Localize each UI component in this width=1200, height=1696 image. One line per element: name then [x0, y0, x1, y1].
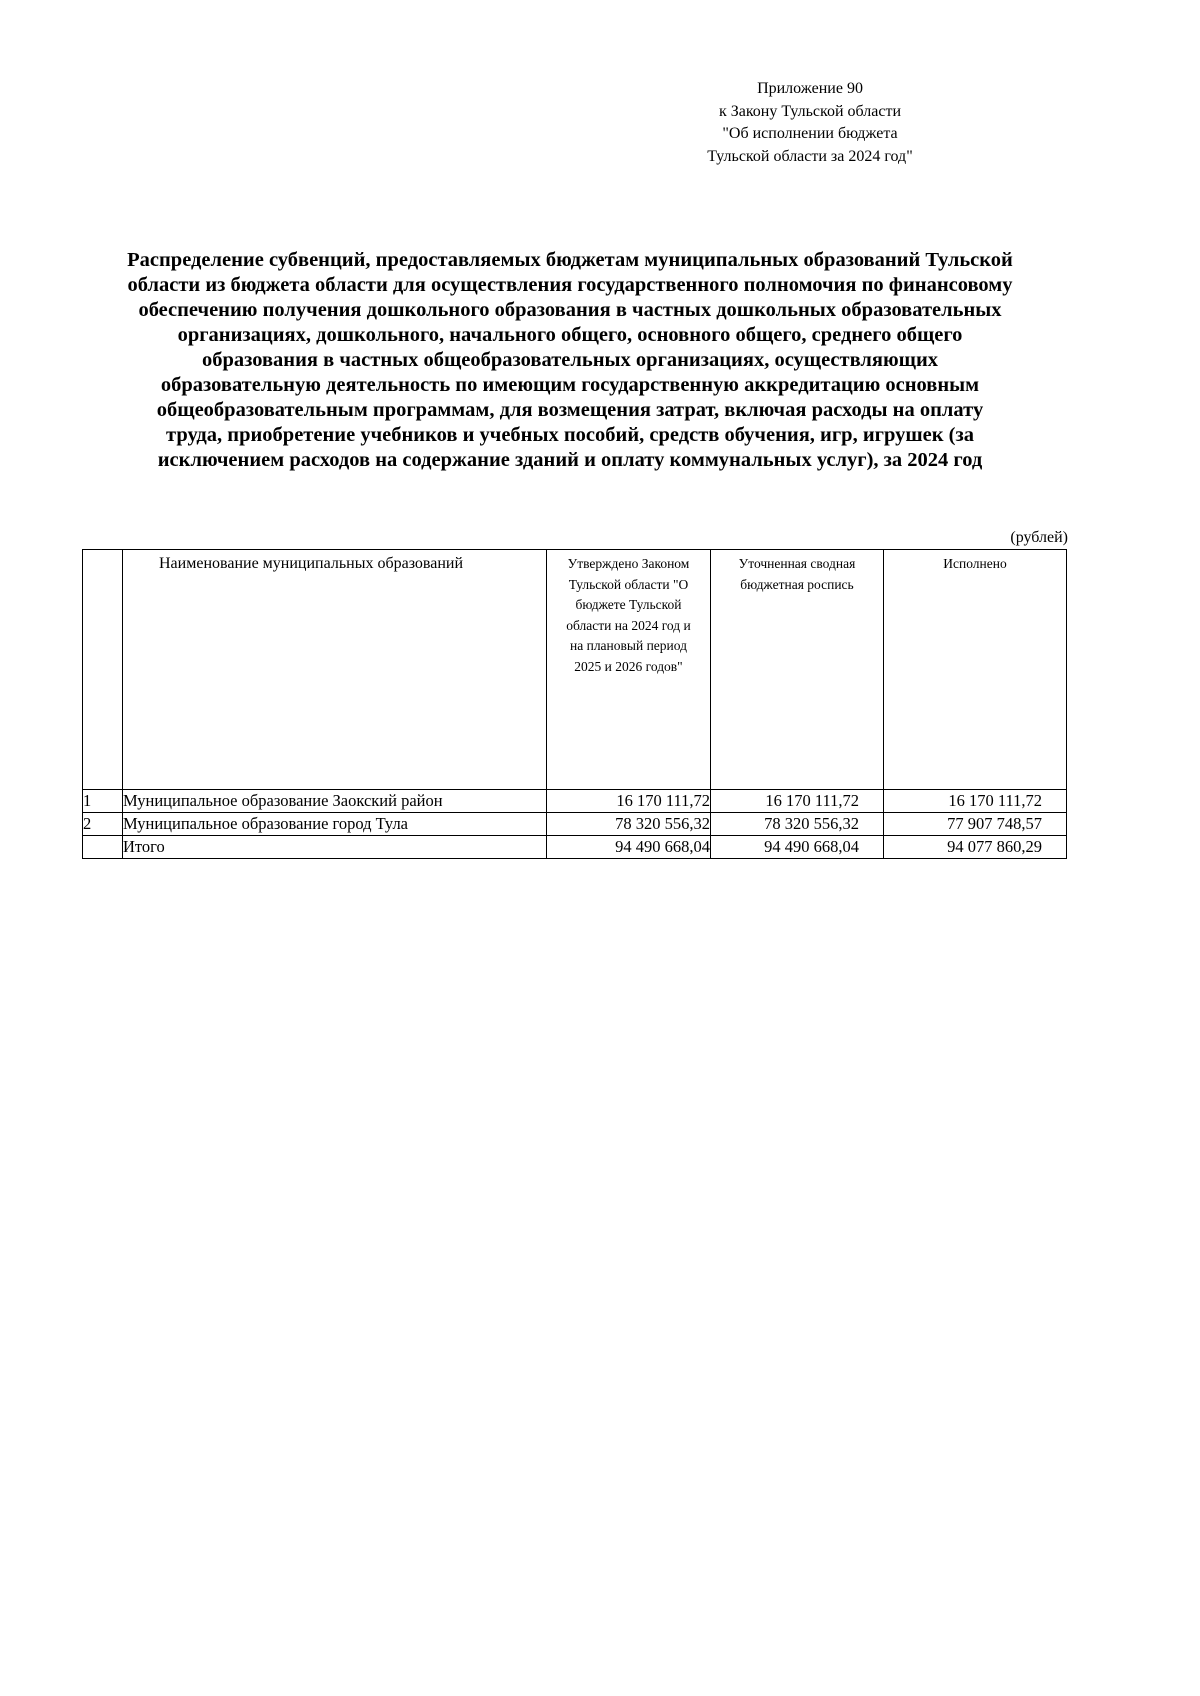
appendix-line: Тульской области за 2024 год" — [707, 147, 913, 165]
row-number — [83, 836, 123, 859]
header-approved — [547, 550, 711, 790]
row-name: Муниципальное образование Заокский район — [123, 790, 547, 813]
title-line: области из бюджета области для осуществления государственного полномочия по финансовому — [127, 274, 1013, 296]
header-approved-line: Тульской области "О — [568, 576, 689, 592]
header-approved-line: на плановый период — [570, 638, 687, 653]
row-approved: 94 490 668,04 — [547, 836, 711, 859]
header-number — [83, 550, 123, 790]
row-revised: 94 490 668,04 — [711, 836, 884, 859]
title-line: Распределение субвенций, предоставляемых бюджетам муниципальных образований Тульской — [127, 249, 1013, 271]
row-executed: 77 907 748,57 — [884, 813, 1067, 836]
title-line: общеобразовательным программам, для возмещения затрат, включая расходы на оплату — [156, 399, 984, 421]
table-header-row — [83, 550, 1067, 790]
appendix-line: Приложение 90 — [757, 80, 863, 97]
title-line: организациях, дошкольного, начального общего, основного общего, среднего общего — [177, 324, 963, 346]
title-line: труда, приобретение учебников и учебных пособий, средств обучения, игр, игрушек (за — [166, 424, 974, 446]
appendix-line: к Закону Тульской области — [718, 102, 902, 120]
budget-table — [82, 549, 1067, 859]
header-executed-line: Исполнено — [943, 556, 1007, 571]
title-line: исключением расходов на содержание зданий и оплату коммунальных услуг), за 2024 год — [157, 449, 983, 471]
table-row — [83, 790, 1067, 813]
table-total-row — [83, 836, 1067, 859]
document-title — [72, 248, 1068, 473]
title-line: обеспечению получения дошкольного образования в частных дошкольных образовательных — [138, 299, 1002, 321]
title-line: образовательную деятельность по имеющим государственную аккредитацию основным — [160, 374, 980, 396]
appendix-line: "Об исполнении бюджета — [722, 125, 898, 142]
header-approved-line: бюджете Тульской — [575, 597, 682, 612]
header-name — [123, 550, 547, 790]
header-revised-line: бюджетная роспись — [740, 576, 854, 592]
header-approved-line: Утверждено Законом — [567, 556, 690, 571]
row-approved: 78 320 556,32 — [547, 813, 711, 836]
title-line: образования в частных общеобразовательных организациях, осуществляющих — [201, 349, 939, 371]
header-revised-line: Уточненная сводная — [738, 556, 856, 571]
row-name: Итого — [123, 836, 547, 859]
header-approved-line: 2025 и 2026 годов" — [574, 658, 683, 674]
row-number: 2 — [83, 813, 123, 836]
row-revised: 16 170 111,72 — [711, 790, 884, 813]
row-number: 1 — [83, 790, 123, 813]
header-name-text: Наименование муниципальных образований — [159, 555, 464, 572]
units-label: (рублей) — [1010, 529, 1068, 546]
appendix-note — [660, 78, 960, 168]
row-approved: 16 170 111,72 — [547, 790, 711, 813]
row-name: Муниципальное образование город Тула — [123, 813, 547, 836]
header-revised — [711, 550, 884, 790]
row-executed: 94 077 860,29 — [884, 836, 1067, 859]
header-executed — [884, 550, 1067, 790]
header-approved-line: области на 2024 год и — [566, 617, 691, 633]
table-row — [83, 813, 1067, 836]
row-revised: 78 320 556,32 — [711, 813, 884, 836]
row-executed: 16 170 111,72 — [884, 790, 1067, 813]
